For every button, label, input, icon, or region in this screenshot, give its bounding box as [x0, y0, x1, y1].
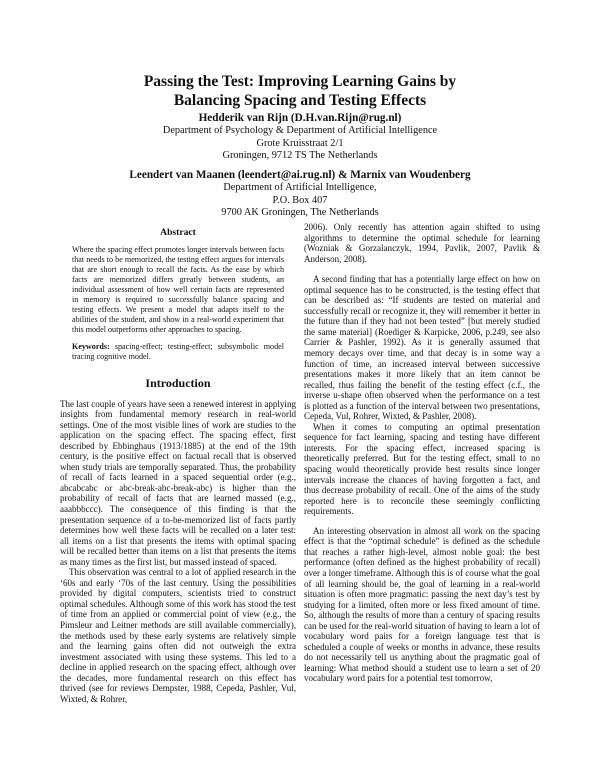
right-paragraph-optimal-schedule: An interesting observation in almost all work on the spacing effect is that the “optimal schedule” is defined as the schedule that reaches a rather high-level, almost noble goal: the best performance (often defined as the highest probability of recall) over a longer timeframe. Although this is of course what the goal of all learning should be, the goal of learning in a real-world situation is often more pragmatic: passing the next day’s test by studying for a limited, often more or less fixed amount of time. So, although the results of more than a century of spacing results can be used for the real-world situation of having to learn a lot of vocabulary word pairs for a foreign language test that is scheduled a couple of weeks or months in advance, these results do not necessarily tell us anything about the pragmatic goal of learning: What method should a student use to learn a set of 20 vocabulary word pairs for a potential test tomorrow,: [304, 525, 540, 684]
author-2-name: Leendert van Maanen (leendert@ai.rug.nl) & Marnix van Woudenberg: [129, 169, 471, 181]
right-column: [304, 222, 540, 684]
author-1-name: Hedderik van Rijn (D.H.van.Rijn@rug.nl): [198, 112, 402, 124]
author-2-city: 9700 AK Groningen, The Netherlands: [221, 206, 379, 218]
paper-title: [0, 72, 600, 110]
intro-paragraph-2: This observation was central to a lot of applied research in the ‘60s and early ‘70s of the last century. Using the possibilities provided by digital computers, scientists tried to construct optimal schedules. Although some of this work has stood the test of time from an applied or commercial point of view (e.g., the Pimsleur and Leitner methods are still available commercially), the methods used by these early systems are relatively simple and the learning gains often did not outweigh the extra investment associated with using these systems. This led to a decline in applied research on the spacing effect, although over the decades, more fundamental research on this effect has thrived (see for reviews Dempster, 1988, Cepeda, Pashler, Vul, Wixted, & Rohrer,: [60, 567, 296, 704]
section-heading-introduction: Introduction: [145, 375, 211, 390]
author-2-affiliation: Department of Artificial Intelligence,: [223, 182, 377, 194]
author-1-city: Groningen, 9712 TS The Netherlands: [222, 149, 378, 161]
abstract-text: Where the spacing effect promotes longer intervals between facts that needs to be memorized, the testing effect argues for intervals that are short enough to recall the facts. As the ease by which facts are memorized differs greatly between students, an individual assessment of how well certain facts are represented in memory is required to successfully balance spacing and testing effects. We present a model that adapts itself to the abilities of the student, and show in a real-world experiment that this model outperforms other approaches to spacing.: [72, 245, 284, 335]
author-block-2: [0, 169, 600, 219]
keywords: [72, 342, 284, 362]
keywords-text: spacing-effect; testing-effect; subsymbolic model tracing cognitive model.: [72, 342, 284, 362]
intro-paragraph-1: The last couple of years have seen a renewed interest in applying insights from fundamental memory research in real-world settings. One of the most visible lines of work are studies to the application on the spacing effect. The spacing effect, first described by Ebbinghaus (1913/1885) at the end of the 19th century, is the positive effect on factual recall that is observed when study trials are temporally separated. Thus, the probability of recall of facts learned in a spaced sequential order (e.g., abcabcabc or abc-break-abc-break-abc) is higher than the probability of recall of facts that are learned massed (e.g., aaabbbccc). The consequence of this finding is that the presentation sequence of a to-be-memorized list of facts partly determines how well these facts will be recalled on a later test: all items on a list that presents the items with optimal spacing will be recalled better than items on a list that presents the items as many times as the first list, but massed instead of spaced.: [60, 398, 296, 567]
abstract-heading: Abstract: [160, 227, 196, 238]
title-line-2: Balancing Spacing and Testing Effects: [173, 92, 427, 109]
right-paragraph-testing-effect: A second finding that has a potentially large effect on how on optimal sequence has to be constructed, is the testing effect that can be described as: “If students are tested on material and successfully recall or recognize it, they will remember it better in the future than if they had not been tested” [but merely studied the same material] (Roediger & Karpicke, 2006, p.249, see also Carrier & Pashler, 1992). As it is generally assumed that memory decays over time, and that decay is in some way a function of time, an increased interval between successive presentations makes it more likely that an item cannot be recalled, thus failing the benefit of the testing effect (c.f., the inverse u-shape often observed when the performance on a test is plotted as a function of the interval between two presentations, Cepeda, Vul, Rohrer, Wixted, & Pashler, 2008).: [304, 274, 540, 422]
author-1-affiliation: Department of Psychology & Department of Artificial Intelligence: [162, 125, 438, 137]
author-1-address: Grote Kruisstraat 2/1: [256, 137, 344, 149]
title-line-1: Passing the Test: Improving Learning Gains by: [143, 73, 457, 90]
left-column: [60, 227, 296, 704]
author-block-1: [0, 112, 600, 162]
author-2-address: P.O. Box 407: [272, 194, 328, 206]
right-paragraph-spacing-vs-testing: When it comes to computing an optimal presentation sequence for fact learning, spacing and testing have different interests. For the spacing effect, increased spacing is theoretically preferred. But for the testing effect, small to no spacing would theoretically provide best results since longer intervals increase the chances of having forgotten a fact, and thus decrease probability of recall. One of the aims of the study reported here is to reconcile these seemingly conflicting requirements.: [304, 421, 540, 517]
keywords-label: Keywords:: [72, 342, 110, 352]
right-paragraph-continued: 2006). Only recently has attention again shifted to using algorithms to determine the optimal schedule for learning (Wozniak & Gorzalanczyk, 1994, Pavlik, 2007, Pavlik & Anderson, 2008).: [304, 222, 540, 264]
